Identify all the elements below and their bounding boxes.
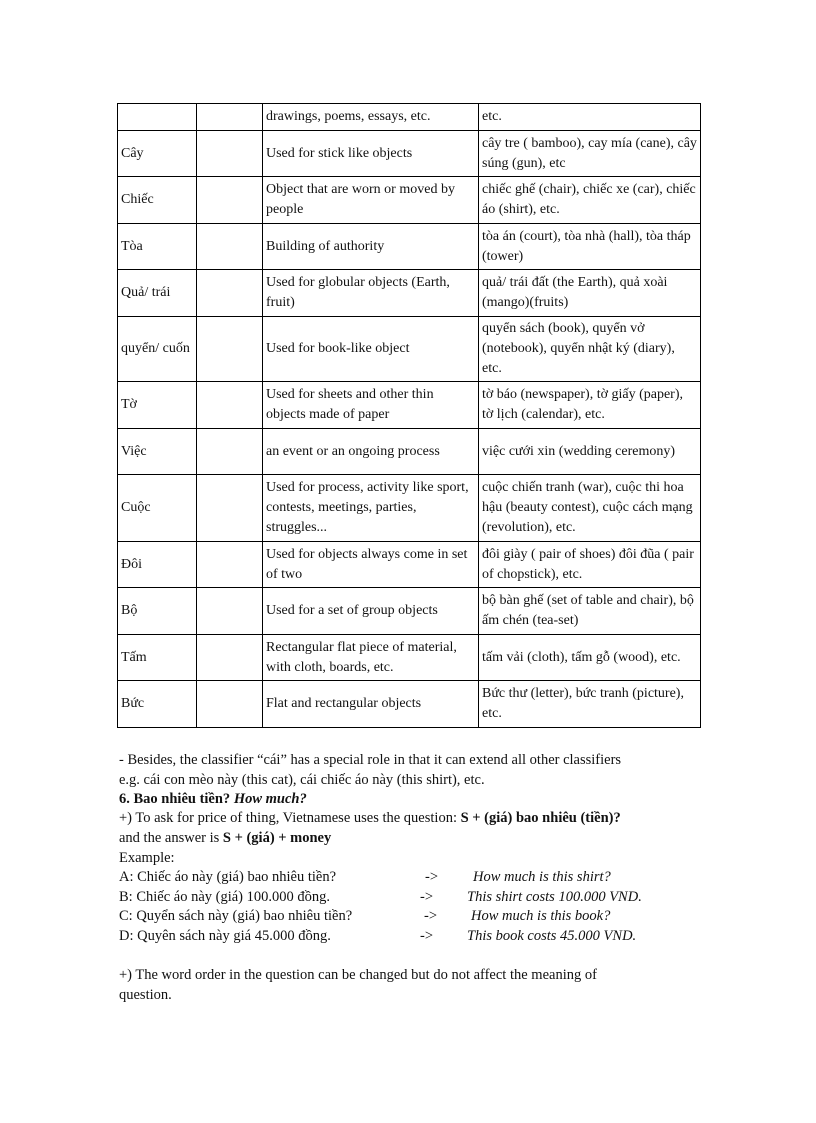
examples-cell: chiếc ghế (chair), chiếc xe (car), chiếc áo (shirt), etc.: [479, 177, 701, 224]
table-row: [118, 429, 701, 475]
usage-cell: Flat and rectangular objects: [263, 681, 479, 728]
usage-cell: Used for stick like objects: [263, 131, 479, 177]
classifier-cell: Bộ: [118, 588, 197, 635]
examples-cell: Bức thư (letter), bức tranh (picture), etc.: [479, 681, 701, 728]
classifier-cell: quyển/ cuốn: [118, 317, 197, 382]
ask-line: [119, 808, 621, 828]
table-row: [118, 382, 701, 429]
besides-line-2: e.g. cái con mèo này (this cat), cái chiếc áo này (this shirt), etc.: [119, 772, 485, 788]
arrow: ->: [425, 869, 439, 885]
blank-cell: [197, 681, 263, 728]
examples-cell: etc.: [479, 104, 701, 131]
usage-cell: Used for book-like object: [263, 317, 479, 382]
answer-prefix: and the answer is: [119, 830, 220, 846]
blank-cell: [197, 588, 263, 635]
example-vi: B: Chiếc áo này (giá) 100.000 đồng.: [119, 889, 331, 905]
classifier-table: [117, 103, 701, 728]
ask-formula: S + (giá) bao nhiêu (tiền)?: [460, 810, 621, 826]
example-en: How much is this book?: [471, 908, 611, 924]
blank-cell: [197, 131, 263, 177]
examples-cell: tờ báo (newspaper), tờ giấy (paper), tờ lịch (calendar), etc.: [479, 382, 701, 429]
usage-cell: Used for process, activity like sport, contests, meetings, parties, struggles...: [263, 475, 479, 542]
examples-cell: tấm vải (cloth), tấm gỗ (wood), etc.: [479, 635, 701, 681]
classifier-cell: Chiếc: [118, 177, 197, 224]
ask-prefix: +) To ask for price of thing, Vietnamese uses the question:: [119, 810, 457, 826]
example-vi: A: Chiếc áo này (giá) bao nhiêu tiền?: [119, 869, 337, 885]
examples-cell: quả/ trái đất (the Earth), quả xoài (mango)(fruits): [479, 270, 701, 317]
usage-cell: Used for sheets and other thin objects made of paper: [263, 382, 479, 429]
classifier-cell: Cây: [118, 131, 197, 177]
blank-cell: [197, 270, 263, 317]
example-en: How much is this shirt?: [473, 869, 611, 885]
classifier-cell: Bức: [118, 681, 197, 728]
heading-vietnamese: 6. Bao nhiêu tiền?: [119, 791, 231, 807]
blank-cell: [197, 224, 263, 270]
examples-cell: cây tre ( bamboo), cay mía (cane), cây súng (gun), etc: [479, 131, 701, 177]
classifier-cell: Đôi: [118, 542, 197, 588]
blank-cell: [197, 177, 263, 224]
section-heading: [119, 789, 307, 809]
table-row: [118, 635, 701, 681]
table-row: [118, 131, 701, 177]
examples-cell: cuộc chiến tranh (war), cuộc thi hoa hậu (beauty contest), cuộc cách mạng (revolution), etc.: [479, 475, 701, 542]
heading-english: How much?: [233, 791, 307, 807]
example-vi: D: Quyên sách này giá 45.000 đồng.: [119, 928, 331, 944]
arrow: ->: [420, 928, 434, 944]
classifier-cell: Tờ: [118, 382, 197, 429]
besides-line-1: - Besides, the classifier “cái” has a special role in that it can extend all other classifiers: [119, 752, 622, 768]
table-row: [118, 177, 701, 224]
answer-line: [119, 828, 331, 848]
table-row: [118, 317, 701, 382]
blank-cell: [197, 382, 263, 429]
word-order-line-1: +) The word order in the question can be changed but do not affect the meaning of: [119, 967, 597, 983]
example-vi: C: Quyển sách này (giá) bao nhiêu tiền?: [119, 908, 353, 924]
arrow: ->: [424, 908, 438, 924]
usage-cell: Used for a set of group objects: [263, 588, 479, 635]
arrow: ->: [420, 889, 434, 905]
classifier-cell: Việc: [118, 429, 197, 475]
usage-cell: Building of authority: [263, 224, 479, 270]
table-row: [118, 681, 701, 728]
table-row: [118, 224, 701, 270]
examples-cell: đôi giày ( pair of shoes) đôi đũa ( pair of chopstick), etc.: [479, 542, 701, 588]
blank-cell: [197, 104, 263, 131]
examples-cell: tòa án (court), tòa nhà (hall), tòa tháp (tower): [479, 224, 701, 270]
classifier-cell: Tấm: [118, 635, 197, 681]
blank-cell: [197, 475, 263, 542]
usage-cell: an event or an ongoing process: [263, 429, 479, 475]
classifier-cell: [118, 104, 197, 131]
answer-formula: S + (giá) + money: [222, 830, 332, 846]
classifier-cell: Tòa: [118, 224, 197, 270]
usage-cell: Object that are worn or moved by people: [263, 177, 479, 224]
usage-cell: drawings, poems, essays, etc.: [263, 104, 479, 131]
usage-cell: Used for globular objects (Earth, fruit): [263, 270, 479, 317]
examples-cell: quyển sách (book), quyển vở (notebook), quyển nhật ký (diary), etc.: [479, 317, 701, 382]
classifier-cell: Quả/ trái: [118, 270, 197, 317]
example-en: This book costs 45.000 VND.: [467, 928, 637, 944]
table-row: [118, 588, 701, 635]
blank-cell: [197, 542, 263, 588]
table-row: [118, 104, 701, 131]
classifier-cell: Cuộc: [118, 475, 197, 542]
table-row: [118, 542, 701, 588]
usage-cell: Used for objects always come in set of two: [263, 542, 479, 588]
table-row: [118, 475, 701, 542]
example-label: Example:: [119, 850, 175, 866]
blank-cell: [197, 429, 263, 475]
table-row: [118, 270, 701, 317]
examples-cell: việc cưới xin (wedding ceremony): [479, 429, 701, 475]
example-en: This shirt costs 100.000 VND.: [467, 889, 642, 905]
blank-cell: [197, 317, 263, 382]
examples-cell: bộ bàn ghế (set of table and chair), bộ ấm chén (tea-set): [479, 588, 701, 635]
word-order-line-2: question.: [119, 987, 172, 1003]
usage-cell: Rectangular flat piece of material, with cloth, boards, etc.: [263, 635, 479, 681]
blank-cell: [197, 635, 263, 681]
